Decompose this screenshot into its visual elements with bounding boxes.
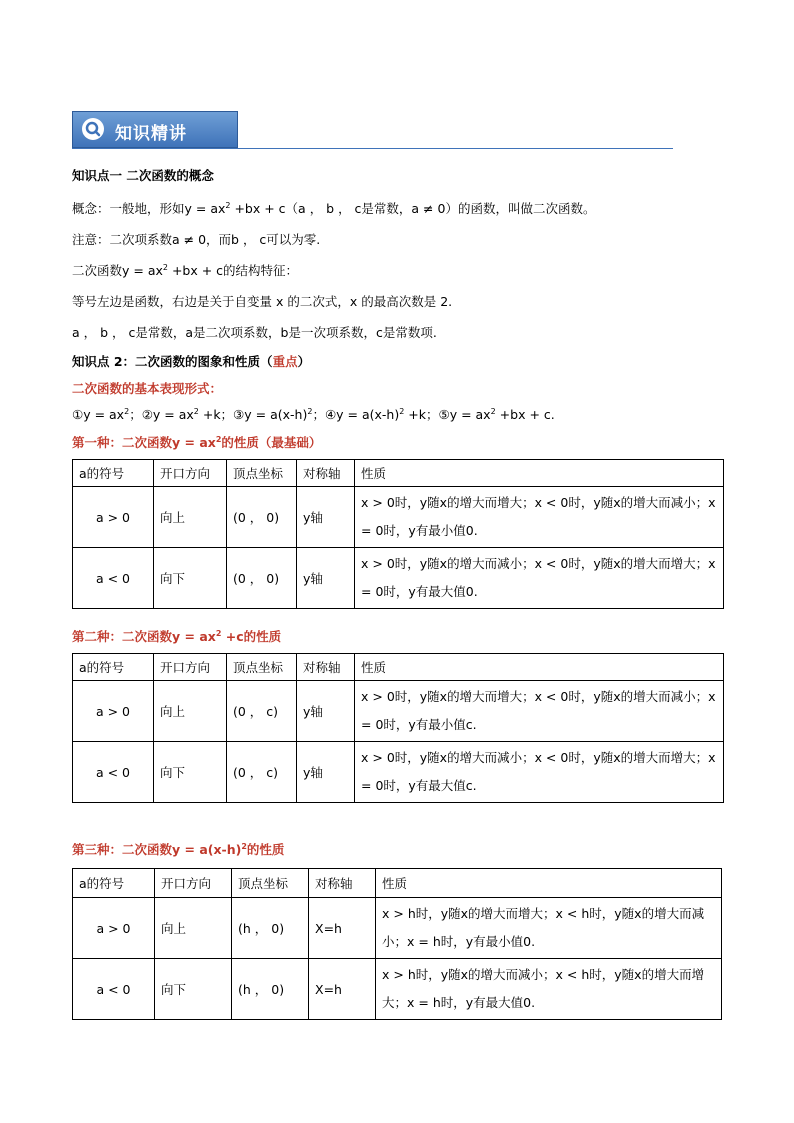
table-row — [73, 548, 724, 609]
vertex-cell: (0 ， 0) — [227, 487, 297, 548]
sign-cell: a < 0 — [73, 548, 154, 609]
table-row — [73, 742, 724, 803]
sign-cell: a > 0 — [73, 898, 155, 959]
axis-cell: X=h — [309, 898, 376, 959]
section2-table — [72, 653, 724, 803]
sign-cell: a < 0 — [73, 742, 154, 803]
kp1-heading: 知识点一 二次函数的概念 — [72, 168, 214, 183]
table-row — [73, 898, 722, 959]
header-cell: a的符号 — [73, 654, 154, 681]
vertex-cell: (h ， 0) — [232, 959, 309, 1020]
table-row — [73, 681, 724, 742]
header-cell: 对称轴 — [297, 460, 355, 487]
kp2-heading: 知识点 2：二次函数的图象和性质（重点） — [72, 354, 311, 369]
direction-cell: 向下 — [154, 742, 227, 803]
header-cell: 性质 — [355, 654, 724, 681]
property-cell: x > 0时，y随x的增大而减小；x < 0时，y随x的增大而增大；x = 0时，y有最大值0. — [355, 548, 724, 609]
header-cell: a的符号 — [73, 460, 154, 487]
section1-table — [72, 459, 724, 609]
vertex-cell: (0 ， 0) — [227, 548, 297, 609]
forms-title: 二次函数的基本表现形式： — [72, 381, 223, 396]
header-cell: 开口方向 — [154, 654, 227, 681]
header-cell: 开口方向 — [155, 869, 232, 898]
axis-cell: y轴 — [297, 548, 355, 609]
axis-cell: X=h — [309, 959, 376, 1020]
property-cell: x > 0时，y随x的增大而减小；x < 0时，y随x的增大而增大；x = 0时，y有最大值c. — [355, 742, 724, 803]
property-cell: x > h时，y随x的增大而减小；x < h时，y随x的增大而增大；x = h时，y有最大值0. — [376, 959, 722, 1020]
table-header-row — [73, 460, 724, 487]
header-cell: a的符号 — [73, 869, 155, 898]
vertex-cell: (0 ， c) — [227, 742, 297, 803]
left-right-line: 等号左边是函数，右边是关于自变量 x 的二次式，x 的最高次数是 2. — [72, 294, 453, 309]
direction-cell: 向下 — [154, 548, 227, 609]
property-cell: x > 0时，y随x的增大而增大；x < 0时，y随x的增大而减小；x = 0时，y有最小值0. — [355, 487, 724, 548]
header-cell: 开口方向 — [154, 460, 227, 487]
concept-line: 概念：一般地，形如$y = ax^2 +bx + c(a$ ， b ， c是常数，a ≠ 0）的函数，叫做二次函数。 — [72, 201, 596, 216]
sign-cell: a > 0 — [73, 487, 154, 548]
sign-cell: a < 0 — [73, 959, 155, 1020]
header-cell: 顶点坐标 — [232, 869, 309, 898]
section-banner — [72, 111, 238, 148]
header-cell: 对称轴 — [309, 869, 376, 898]
axis-cell: y轴 — [297, 742, 355, 803]
header-cell: 顶点坐标 — [227, 654, 297, 681]
direction-cell: 向下 — [155, 959, 232, 1020]
direction-cell: 向上 — [154, 681, 227, 742]
header-cell: 顶点坐标 — [227, 460, 297, 487]
property-cell: x > h时，y随x的增大而增大；x < h时，y随x的增大而减小；x = h时，y有最小值0. — [376, 898, 722, 959]
magnifier-icon — [81, 117, 105, 141]
header-cell: 性质 — [376, 869, 722, 898]
vertex-cell: (0 ， c) — [227, 681, 297, 742]
structure-line: 二次函数$y = ax^2 +bx + c$的结构特征： — [72, 263, 299, 278]
banner-title: 知识精讲 — [115, 124, 187, 144]
constants-line: a ， b ， c是常数，a是二次项系数，b是一次项系数，c是常数项. — [72, 325, 437, 340]
section1-title: 第一种：二次函数$y = ax^2$的性质（最基础） — [72, 435, 322, 450]
table-row — [73, 959, 722, 1020]
direction-cell: 向上 — [155, 898, 232, 959]
sign-cell: a > 0 — [73, 681, 154, 742]
axis-cell: y轴 — [297, 487, 355, 548]
table-row — [73, 487, 724, 548]
header-cell: 对称轴 — [297, 654, 355, 681]
table-header-row — [73, 654, 724, 681]
axis-cell: y轴 — [297, 681, 355, 742]
note-line: 注意：二次项系数a ≠ 0，而b ， c可以为零. — [72, 232, 321, 247]
section2-title: 第二种：二次函数$y = ax^2 +c$的性质 — [72, 629, 282, 644]
section3-table — [72, 868, 722, 1020]
property-cell: x > 0时，y随x的增大而增大；x < 0时，y随x的增大而减小；x = 0时，y有最小值c. — [355, 681, 724, 742]
table-header-row — [73, 869, 722, 898]
header-cell: 性质 — [355, 460, 724, 487]
direction-cell: 向上 — [154, 487, 227, 548]
forms-line: ①y = $ax^2$；②y = $ax^2 +k$；③y = $a(x-h)^2$；④y = $a(x-h)^2 +k$；⑤y = $ax^2 +bx + c$. — [72, 407, 555, 422]
vertex-cell: (h ， 0) — [232, 898, 309, 959]
banner-underline — [72, 148, 673, 149]
section3-title: 第三种：二次函数$y = a(x-h)^2$的性质 — [72, 842, 285, 857]
